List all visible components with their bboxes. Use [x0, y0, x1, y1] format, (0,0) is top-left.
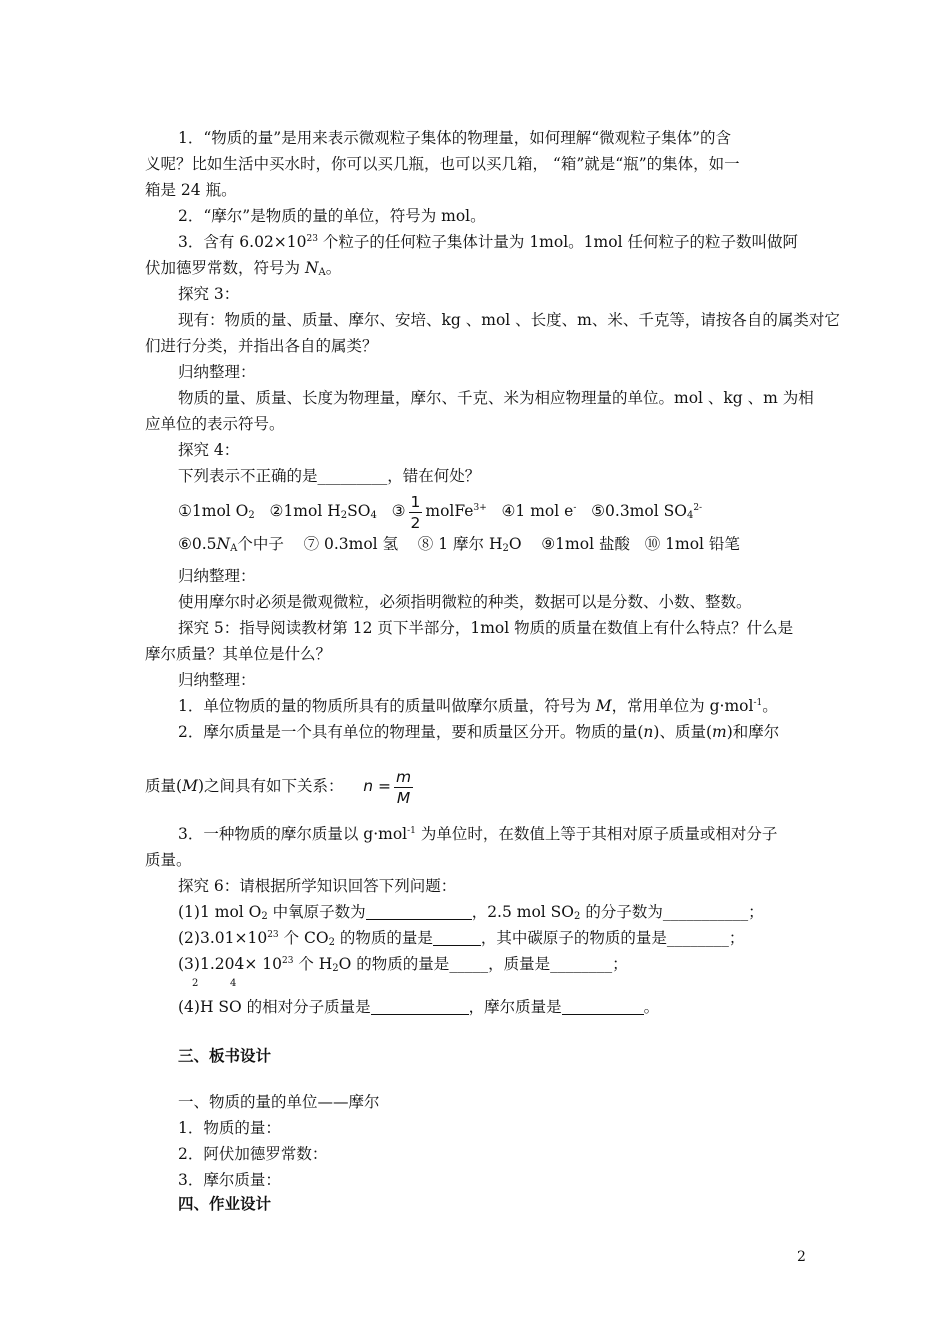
paragraph-4-line-2: 们进行分类，并指出各自的属类？ [145, 337, 378, 355]
paragraph-5-line-2: 应单位的表示符号。 [145, 415, 285, 433]
paragraph-2: 2．“摩尔”是物质的量的单位，符号为 mol。 [178, 207, 486, 225]
paragraph-8-line-2: 摩尔质量？其单位是什么？ [145, 645, 332, 663]
board-design-item-1: 1．物质的量： [178, 1119, 281, 1137]
answer-blank [371, 998, 469, 1015]
options-row-1 [178, 490, 702, 532]
fraction-one-half: $\frac{1}{2}$ [410, 492, 421, 532]
paragraph-9: 1．单位物质的量的物质所具有的质量叫做摩尔质量，符号为 M，常用单位为 g·mol$^{-1}$。 [178, 697, 778, 715]
option-2: ②1mol $H_2SO_4$ [269, 502, 377, 521]
board-design-title: 一、物质的量的单位——摩尔 [178, 1093, 380, 1111]
heading-summary-2: 归纳整理： [178, 567, 256, 585]
paragraph-5-line-1: 物质的量、质量、长度为物理量，摩尔、千克、米为相应物理量的单位。mol 、kg 、m 为相 [178, 389, 814, 407]
formula-fraction: $\frac{m}{M}$ [395, 767, 412, 807]
heading-explore-4: 探究 4： [178, 441, 240, 459]
page-number: 2 [797, 1249, 806, 1265]
paragraph-10: 2．摩尔质量是一个具有单位的物理量，要和质量区分开。物质的量(n)、质量(m)和摩尔 [178, 723, 780, 741]
question-4-subscript-2: 2 [192, 978, 199, 989]
paragraph-7: 使用摩尔时必须是微观微粒，必须指明微粒的种类，数据可以是分数、小数、整数。 [178, 593, 752, 611]
paragraph-11: 质量(M)之间具有如下关系： n = $\frac{m}{M}$ [145, 767, 412, 807]
answer-blank [433, 929, 481, 946]
paragraph-12-line-1: 3．一种物质的摩尔质量以 g·mol$^{-1}$ 为单位时，在数值上等于其相对原子质量或相对分子 [178, 825, 778, 843]
board-design-item-2: 2．阿伏加德罗常数： [178, 1145, 328, 1163]
paragraph-1-line-1: 1．“物质的量”是用来表示微观粒子集体的物理量，如何理解“微观粒子集体”的含 [178, 129, 732, 147]
paragraph-3-line-2: 伏加德罗常数，符号为 $N_A$。 [145, 259, 342, 278]
question-4: (4)H SO 的相对分子质量是 ，摩尔质量是 。 [178, 998, 660, 1016]
question-2: $(2)3.01\times 10^{23}$ 个 $CO_2$ 的物质的量是 ，其中碳原子的物质的量是________； [178, 929, 745, 948]
answer-blank [366, 903, 472, 920]
option-10: ⑩ 1mol 铅笔 [644, 535, 740, 553]
answer-blank [562, 998, 644, 1015]
heading-explore-3: 探究 3： [178, 285, 240, 303]
paragraph-1-line-3: 箱是 24 瓶。 [145, 181, 237, 199]
formula-lhs: n = [363, 777, 391, 795]
paragraph-4-line-1: 现有：物质的量、质量、摩尔、安培、kg 、mol 、长度、m、米、千克等，请按各自的属类对它 [178, 311, 840, 329]
option-4: ④1 mol e- [501, 502, 577, 520]
option-8: ⑧ 1 摩尔 $H_2O$ [417, 535, 522, 554]
question-1: (1)1 mol $O_2$ 中氧原子数为 ，2.5 mol $SO_2$ 的分子数为___________； [178, 903, 764, 922]
paragraph-8-line-1: 探究 5：指导阅读教材第 12 页下半部分，1mol 物质的质量在数值上有什么特点？什么是 [178, 619, 794, 637]
heading-summary-3: 归纳整理： [178, 671, 256, 689]
heading-explore-6: 探究 6：请根据所学知识回答下列问题： [178, 877, 457, 895]
heading-summary-1: 归纳整理： [178, 363, 256, 381]
paragraph-3-line-1: 3．含有 $6.02\times 10^{23}$ 个粒子的任何粒子集体计量为 1mol。1mol 任何粒子的粒子数叫做阿 [178, 233, 798, 251]
question-3: $(3)1.204\times 10^{23}$ 个 $H_2O$ 的物质的量是_____，质量是________； [178, 955, 628, 974]
question-4-subscript-4: 4 [230, 978, 237, 989]
paragraph-1-line-2: 义呢？比如生活中买水时，你可以买几瓶，也可以买几箱， “箱”就是“瓶”的集体，如一 [145, 155, 740, 173]
option-1: ①1mol $O_2$ [178, 502, 255, 521]
option-9: ⑨1mol 盐酸 [541, 535, 630, 553]
option-5: ⑤0.3mol $SO_4^{2-}$ [591, 502, 703, 521]
option-7: ⑦ 0.3mol 氢 [303, 535, 399, 553]
paragraph-12-line-2: 质量。 [145, 851, 192, 869]
board-design-item-3: 3．摩尔质量： [178, 1171, 281, 1189]
section-heading-3: 三、板书设计 [178, 1046, 272, 1065]
section-heading-4: 四、作业设计 [178, 1194, 272, 1213]
option-3: ③ $\frac{1}{2}$ molFe$^{3+}$ [391, 492, 487, 532]
options-row-2 [178, 534, 740, 554]
paragraph-6: 下列表示不正确的是_________，错在何处？ [178, 467, 481, 485]
option-6: $⑥0.5N_A$个中子 [178, 535, 284, 554]
